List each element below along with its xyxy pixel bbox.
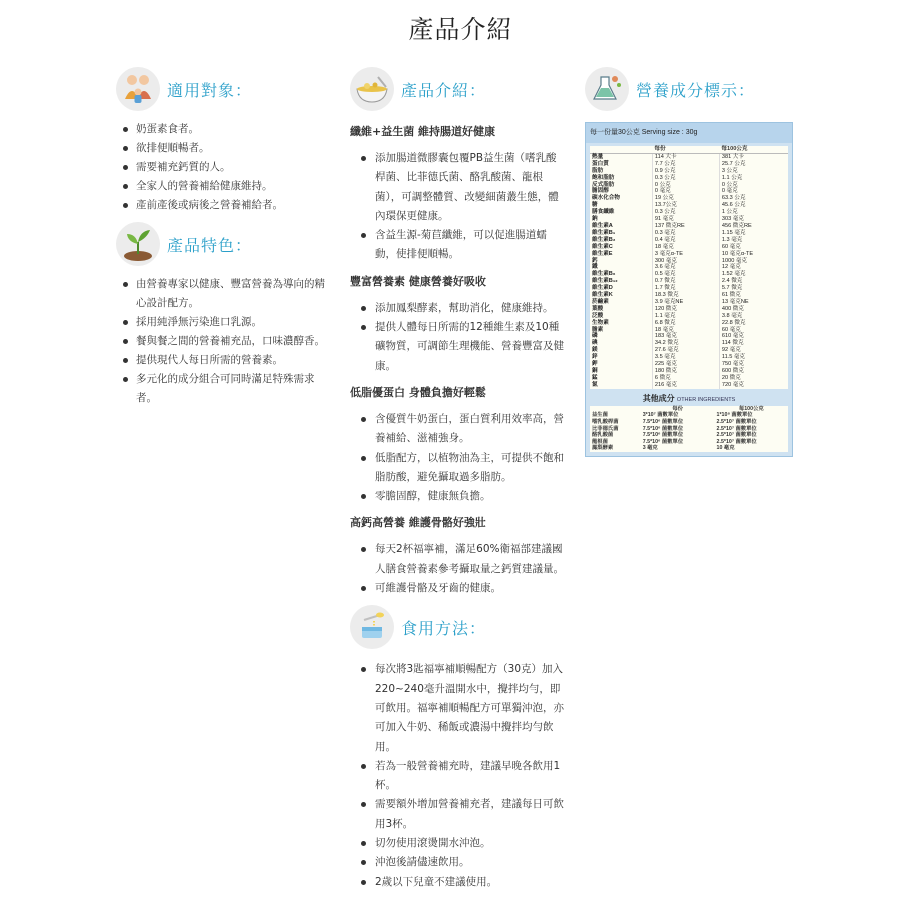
list-item: 欲排便順暢者。 bbox=[116, 139, 326, 158]
per-serving-value: 3 毫克α-TE bbox=[652, 251, 719, 258]
per-serving-value: 114 大卡 bbox=[652, 153, 719, 160]
list-item: 每天2杯福寧補，滿足60%衛福部建議國人膳食營養素參考攝取量之鈣質建議量。 bbox=[350, 540, 565, 579]
per-serving-value: 3 毫克 bbox=[642, 445, 658, 452]
table-row bbox=[590, 426, 788, 433]
nutrient-name: 鉀 bbox=[592, 361, 598, 368]
nutrient-name: 鋅 bbox=[592, 354, 598, 361]
per-100g-value: 2.5*10⁷ 菌數單位 bbox=[716, 438, 757, 445]
per-100g-value: 1.3 毫克 bbox=[719, 237, 788, 244]
per-100g-value: 3.8 毫克 bbox=[719, 313, 788, 320]
nutrition-table bbox=[590, 146, 788, 389]
per-serving-value: 27.6 毫克 bbox=[652, 347, 719, 354]
other-ingredients-table bbox=[590, 406, 788, 452]
intro-group-list bbox=[350, 149, 565, 265]
per-100g-value: 400 微克 bbox=[719, 306, 788, 313]
per-100g-value: 303 毫克 bbox=[719, 216, 788, 223]
per-serving-value: 3.6 毫克 bbox=[652, 264, 719, 271]
per-serving-value: 0.4 毫克 bbox=[652, 237, 719, 244]
intro-title: 產品介紹： bbox=[401, 80, 487, 100]
nutrient-name: 膳食纖維 bbox=[592, 209, 615, 216]
per-serving-value: 18 毫克 bbox=[652, 327, 719, 334]
table-row bbox=[590, 354, 788, 361]
per-100g-value: 2.5*10⁷ 菌數單位 bbox=[716, 432, 757, 439]
per-serving-value: 0 毫克 bbox=[652, 188, 719, 195]
table-row bbox=[590, 202, 788, 209]
nutrient-name: 鐵 bbox=[592, 264, 598, 271]
per-serving-value: 18 毫克 bbox=[652, 244, 719, 251]
per-100g-value: 2.4 微克 bbox=[719, 278, 788, 285]
nutrient-name: 鳳梨酵素 bbox=[592, 445, 614, 452]
per-serving-value: 19 公克 bbox=[652, 195, 719, 202]
per-100g-value: 1 公克 bbox=[719, 209, 788, 216]
per-100g-value: 25.7 公克 bbox=[719, 161, 788, 168]
table-row bbox=[590, 439, 788, 446]
list-item: 奶蛋素食者。 bbox=[116, 120, 326, 139]
table-row bbox=[590, 320, 788, 327]
intro-group-heading: 豐富營養素 健康營養好吸收 bbox=[350, 274, 486, 288]
per-100g-value: 0 公克 bbox=[719, 182, 788, 189]
per-serving-value: 7.5*10⁶ 菌數單位 bbox=[642, 425, 684, 432]
list-item: 產前產後或病後之營養補給者。 bbox=[116, 196, 326, 215]
list-item: 沖泡後請儘速飲用。 bbox=[350, 853, 565, 872]
per-100g-value: 61 微克 bbox=[719, 292, 788, 299]
other-col-per-serving: 每份 bbox=[672, 405, 683, 412]
per-serving-value: 120 微克 bbox=[652, 306, 719, 313]
per-serving-value: 216 毫克 bbox=[652, 382, 719, 389]
per-serving-value: 3.5 毫克 bbox=[652, 354, 719, 361]
col-per-100g: 每100公克 bbox=[719, 146, 788, 153]
nutrient-name: 益生菌 bbox=[592, 412, 608, 419]
table-row bbox=[590, 285, 788, 292]
per-serving-value: 3*10⁷ 菌數單位 bbox=[642, 412, 679, 419]
table-row bbox=[590, 161, 788, 168]
nutrient-name: 泛酸 bbox=[592, 312, 604, 319]
nutrient-name: 維生素B₁ bbox=[592, 229, 616, 236]
nutrient-name: 銅 bbox=[592, 368, 598, 374]
per-serving-value: 6 微克 bbox=[652, 375, 719, 382]
per-serving-value: 183 毫克 bbox=[652, 333, 719, 340]
table-row bbox=[590, 445, 788, 452]
nutrient-name: 磷 bbox=[592, 333, 598, 340]
nutrient-name: 菸鹼素 bbox=[592, 298, 609, 305]
per-100g-value: 45.6 公克 bbox=[719, 202, 788, 209]
per-100g-value: 10 毫克α-TE bbox=[719, 251, 788, 258]
list-item: 需要額外增加營養補充者，建議每日可飲用3杯。 bbox=[350, 795, 565, 834]
suitable-header bbox=[116, 66, 326, 112]
per-100g-value: 22.8 微克 bbox=[719, 320, 788, 327]
usage-title: 食用方法： bbox=[401, 618, 487, 638]
nutrient-name: 碳水化合物 bbox=[592, 195, 620, 202]
usage-header bbox=[350, 604, 565, 650]
page-title: 產品介紹 bbox=[408, 15, 513, 44]
list-item: 提供現代人每日所需的營養素。 bbox=[116, 351, 326, 370]
nutrient-name: 維生素K bbox=[592, 292, 613, 299]
list-item: 多元化的成分組合可同時滿足特殊需求者。 bbox=[116, 370, 326, 408]
features-list bbox=[116, 275, 326, 408]
list-item: 餐與餐之間的營養補充品，口味濃醇香。 bbox=[116, 332, 326, 351]
per-100g-value: 114 微克 bbox=[719, 340, 788, 347]
table-row bbox=[590, 340, 788, 347]
per-serving-value: 91 毫克 bbox=[652, 216, 719, 223]
nutrient-name: 酪乳酸菌 bbox=[592, 432, 614, 439]
list-item: 全家人的營養補給健康維持。 bbox=[116, 177, 326, 196]
intro-group-4 bbox=[350, 515, 565, 598]
nutrient-name: 維生素B₁₂ bbox=[592, 278, 618, 285]
table-row bbox=[590, 327, 788, 334]
sprout-icon bbox=[116, 222, 160, 266]
per-serving-value: 34.2 微克 bbox=[652, 340, 719, 347]
list-item: 切勿使用滾燙開水沖泡。 bbox=[350, 834, 565, 853]
per-serving-value: 0 公克 bbox=[652, 182, 719, 189]
per-100g-value: 1.15 毫克 bbox=[719, 230, 788, 237]
list-item: 含優質牛奶蛋白，蛋白質利用效率高，營養補給、滋補強身。 bbox=[350, 410, 565, 449]
per-serving-value: 7.7 公克 bbox=[652, 161, 719, 168]
nutrient-name: 錳 bbox=[592, 374, 598, 381]
table-row bbox=[590, 299, 788, 306]
family-icon bbox=[116, 67, 160, 111]
per-100g-value: 60 毫克 bbox=[719, 244, 788, 251]
per-serving-value: 180 微克 bbox=[652, 368, 719, 375]
nutrient-name: 碘 bbox=[592, 340, 598, 347]
column-left bbox=[116, 66, 326, 408]
table-row bbox=[590, 333, 788, 340]
nutrient-name: 蛋白質 bbox=[592, 160, 609, 167]
list-item: 需要補充鈣質的人。 bbox=[116, 158, 326, 177]
intro-group-list bbox=[350, 540, 565, 598]
per-serving-value: 300 毫克 bbox=[652, 258, 719, 265]
per-100g-value: 1.1 公克 bbox=[719, 175, 788, 182]
list-item: 提供人體每日所需的12種維生素及10種礦物質，可調節生理機能、營養豐富及健康。 bbox=[350, 318, 565, 376]
list-item: 添加鳳梨酵素，幫助消化，健康維持。 bbox=[350, 299, 565, 318]
nutrient-name: 維生素B₂ bbox=[592, 236, 616, 243]
nutrient-name: 比菲德氏菌 bbox=[592, 425, 619, 432]
nutrition-header bbox=[585, 66, 800, 112]
intro-group-2 bbox=[350, 274, 565, 376]
per-100g-value: 0 毫克 bbox=[719, 188, 788, 195]
table-row bbox=[590, 244, 788, 251]
per-100g-value: 750 毫克 bbox=[719, 361, 788, 368]
per-100g-value: 12 毫克 bbox=[719, 264, 788, 271]
per-serving-value: 6.8 微克 bbox=[652, 320, 719, 327]
nutrition-table-body bbox=[590, 153, 788, 388]
nutrient-name: 嗜乳酸桿菌 bbox=[592, 418, 619, 425]
other-ingredients-title bbox=[590, 393, 788, 404]
table-row bbox=[590, 168, 788, 175]
per-100g-value: 2.5*10⁷ 菌數單位 bbox=[716, 418, 757, 425]
per-serving-value: 1.7 微克 bbox=[652, 285, 719, 292]
bowl-icon bbox=[350, 67, 394, 111]
intro-header bbox=[350, 66, 565, 112]
intro-group-heading: 高鈣高營養 維護骨骼好強壯 bbox=[350, 516, 486, 530]
nutrient-name: 維生素D bbox=[592, 285, 613, 292]
per-100g-value: 63.3 公克 bbox=[719, 195, 788, 202]
table-row bbox=[590, 251, 788, 258]
column-right bbox=[585, 66, 800, 457]
per-100g-value: 11.5 毫克 bbox=[719, 354, 788, 361]
per-100g-value: 600 微克 bbox=[719, 368, 788, 375]
nutrient-name: 膽固醇 bbox=[592, 188, 609, 195]
per-serving-value: 225 毫克 bbox=[652, 361, 719, 368]
nutrient-name: 龍根菌 bbox=[592, 438, 608, 445]
nutrition-facts-panel bbox=[585, 122, 793, 457]
list-item: 每次將3匙福寧補順暢配方（30克）加入220~240毫升溫開水中，攪拌均勻，即可飲用。福寧補順暢配方可單獨沖泡，亦可加入牛奶、稀飯或濃湯中攪拌均勻飲用。 bbox=[350, 660, 565, 756]
per-100g-value: 1.52 毫克 bbox=[719, 271, 788, 278]
intro-group-3 bbox=[350, 385, 565, 506]
intro-group-list bbox=[350, 299, 565, 376]
table-row bbox=[590, 278, 788, 285]
per-100g-value: 1*10⁸ 菌數單位 bbox=[716, 412, 753, 419]
nutrient-name: 鎂 bbox=[592, 347, 598, 354]
nutrient-name: 氯 bbox=[592, 381, 598, 388]
intro-group-heading: 低脂優蛋白 身體負擔好輕鬆 bbox=[350, 385, 486, 399]
nutrient-name: 熱量 bbox=[592, 153, 604, 160]
suitable-list bbox=[116, 120, 326, 215]
table-row bbox=[590, 412, 788, 419]
features-title: 產品特色： bbox=[167, 235, 253, 255]
header-blank bbox=[590, 146, 652, 153]
per-100g-value: 5.7 微克 bbox=[719, 285, 788, 292]
list-item: 低脂配方，以植物油為主，可提供不飽和脂肪酸，避免攝取過多脂肪。 bbox=[350, 449, 565, 488]
table-row bbox=[590, 292, 788, 299]
nutrient-name: 鈣 bbox=[592, 257, 598, 264]
nutrient-name: 脂肪 bbox=[592, 167, 604, 174]
table-row bbox=[590, 230, 788, 237]
nutrient-name: 維生素E bbox=[592, 250, 613, 257]
usage-list bbox=[350, 660, 565, 892]
other-ingredients-body bbox=[590, 412, 788, 452]
spoon-cup-icon bbox=[350, 605, 394, 649]
suitable-title: 適用對象： bbox=[167, 80, 253, 100]
nutrient-name: 維生素C bbox=[592, 243, 613, 250]
list-item: 含益生源-菊苣纖維，可以促進腸道蠕動，使排便順暢。 bbox=[350, 226, 565, 265]
per-serving-value: 0.7 微克 bbox=[652, 278, 719, 285]
list-item: 零膽固醇，健康無負擔。 bbox=[350, 487, 565, 506]
per-serving-value: 7.5*10⁶ 菌數單位 bbox=[642, 432, 684, 439]
per-100g-value: 610 毫克 bbox=[719, 333, 788, 340]
per-100g-value: 60 毫克 bbox=[719, 327, 788, 334]
nutrition-title: 營養成分標示： bbox=[636, 80, 756, 100]
list-item: 若為一般營養補充時，建議早晚各飲用1杯。 bbox=[350, 757, 565, 796]
list-item: 可維護骨骼及牙齒的健康。 bbox=[350, 579, 565, 598]
table-row bbox=[590, 182, 788, 189]
table-row bbox=[590, 271, 788, 278]
table-row bbox=[590, 375, 788, 382]
per-100g-value: 10 毫克 bbox=[716, 445, 735, 452]
nutrient-name: 糖 bbox=[592, 202, 598, 209]
table-row bbox=[590, 195, 788, 202]
other-title-zh: 其他成分 bbox=[642, 393, 675, 403]
per-serving-value: 1.1 毫克 bbox=[652, 313, 719, 320]
table-row bbox=[590, 175, 788, 182]
per-serving-value: 0.3 公克 bbox=[652, 209, 719, 216]
table-row bbox=[590, 223, 788, 230]
table-row bbox=[590, 264, 788, 271]
col-per-serving: 每份 bbox=[652, 146, 719, 153]
table-row bbox=[590, 419, 788, 426]
table-row bbox=[590, 382, 788, 389]
table-row bbox=[590, 432, 788, 439]
per-100g-value: 20 微克 bbox=[719, 375, 788, 382]
nutrient-name: 反式脂肪 bbox=[592, 181, 615, 188]
other-col-per-100g: 每100公克 bbox=[738, 405, 764, 412]
per-serving-value: 0.3 公克 bbox=[652, 175, 719, 182]
per-100g-value: 720 毫克 bbox=[719, 382, 788, 389]
per-serving-value: 3.9 毫克NE bbox=[652, 299, 719, 306]
per-100g-value: 2.5*10⁷ 菌數單位 bbox=[716, 425, 757, 432]
nutrient-name: 維生素B₆ bbox=[592, 271, 616, 278]
intro-group-heading: 纖維+益生菌 維持腸道好健康 bbox=[350, 125, 496, 138]
list-item: 2歲以下兒童不建議使用。 bbox=[350, 873, 565, 892]
nutrient-name: 鈉 bbox=[592, 216, 598, 223]
per-100g-value: 92 毫克 bbox=[719, 347, 788, 354]
table-row bbox=[590, 306, 788, 313]
nutrient-name: 維生素A bbox=[592, 222, 613, 229]
per-serving-value: 18.3 微克 bbox=[652, 292, 719, 299]
nutrient-name: 生物素 bbox=[592, 319, 609, 326]
per-serving-value: 13.7公克 bbox=[652, 202, 719, 209]
per-100g-value: 381 大卡 bbox=[719, 153, 788, 160]
table-row bbox=[590, 209, 788, 216]
table-row bbox=[590, 313, 788, 320]
table-row bbox=[590, 153, 788, 160]
table-row bbox=[590, 237, 788, 244]
nutrient-name: 葉酸 bbox=[592, 305, 604, 312]
per-100g-value: 456 微克RE bbox=[719, 223, 788, 230]
per-100g-value: 3 公克 bbox=[719, 168, 788, 175]
nutrient-name: 飽和脂肪 bbox=[592, 174, 615, 181]
per-serving-value: 0.5 毫克 bbox=[652, 271, 719, 278]
table-row bbox=[590, 361, 788, 368]
column-middle bbox=[350, 66, 565, 892]
table-row bbox=[590, 216, 788, 223]
per-100g-value: 13 毫克NE bbox=[719, 299, 788, 306]
per-serving-value: 0.3 毫克 bbox=[652, 230, 719, 237]
per-serving-value: 7.5*10⁶ 菌數單位 bbox=[642, 418, 684, 425]
per-100g-value: 1000 毫克 bbox=[719, 258, 788, 265]
list-item: 添加腸道微膠囊包覆PB益生菌（嗜乳酸桿菌、比菲德氏菌、酪乳酸菌、龍根菌），可調整體質、改變細菌叢生態，體內環保更健康。 bbox=[350, 149, 565, 226]
per-serving-value: 0.9 公克 bbox=[652, 168, 719, 175]
lab-flask-icon bbox=[585, 67, 629, 111]
nutrient-name: 膽素 bbox=[592, 326, 604, 333]
intro-group-1 bbox=[350, 124, 565, 265]
serving-size: 每一份量30公克 Serving size : 30g bbox=[586, 123, 792, 143]
intro-group-list bbox=[350, 410, 565, 506]
features-header bbox=[116, 221, 326, 267]
table-row bbox=[590, 347, 788, 354]
list-item: 採用純淨無污染進口乳源。 bbox=[116, 313, 326, 332]
table-row bbox=[590, 258, 788, 265]
list-item: 由營養專家以健康、豐富營養為導向的精心設計配方。 bbox=[116, 275, 326, 313]
other-title-en: OTHER INGREDIENTS bbox=[676, 396, 736, 403]
per-serving-value: 7.5*10⁶ 菌數單位 bbox=[642, 438, 684, 445]
per-serving-value: 137 微克RE bbox=[652, 223, 719, 230]
table-row bbox=[590, 368, 788, 375]
